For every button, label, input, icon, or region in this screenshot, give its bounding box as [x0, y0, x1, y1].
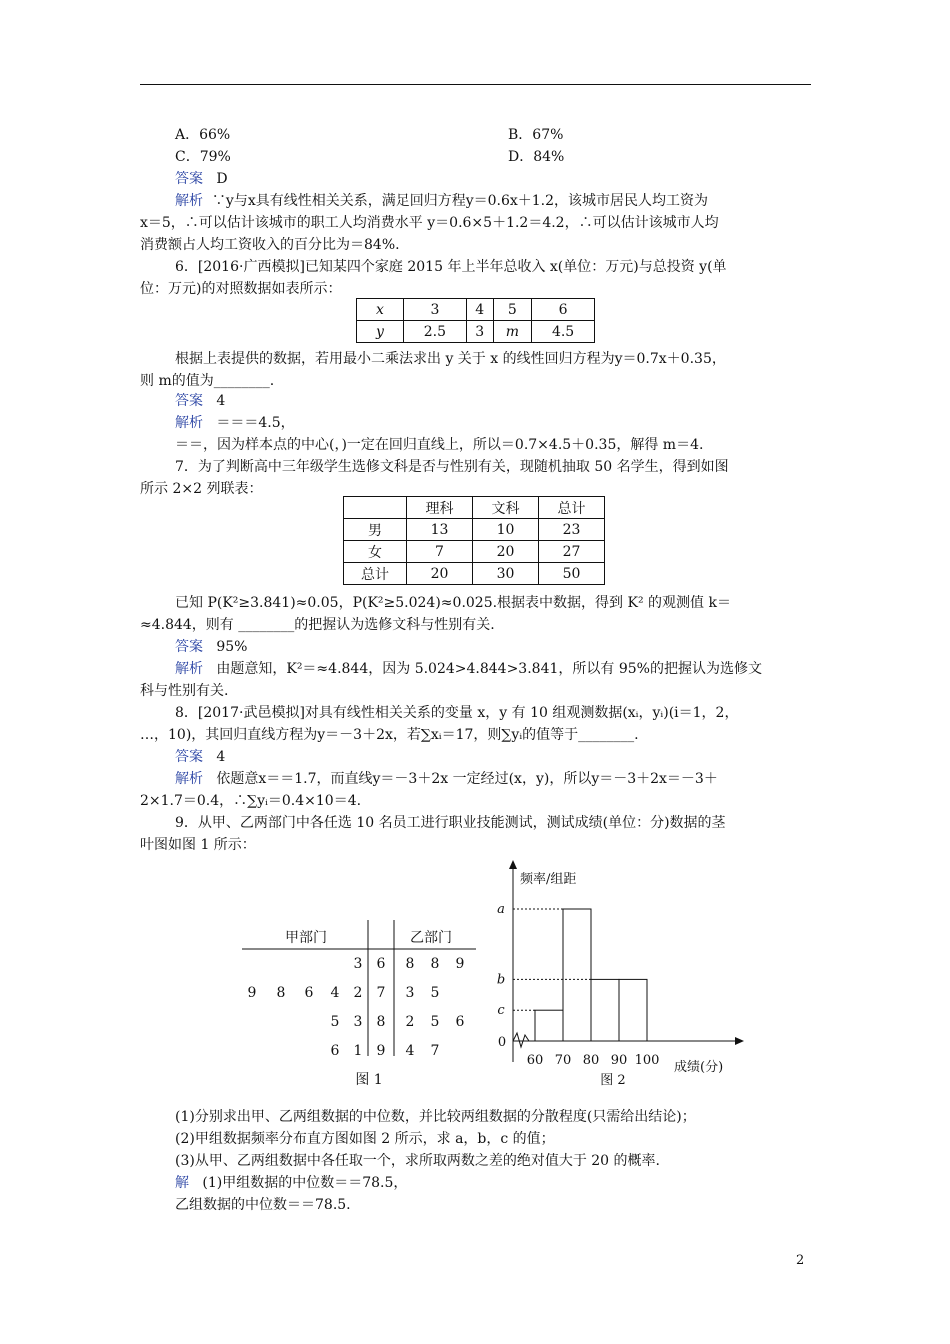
table-cell: 23: [539, 519, 605, 541]
table-cell: 4: [466, 299, 493, 321]
table-cell: 10: [473, 519, 539, 541]
analysis-text: x＝5，∴可以估计该城市的职工人均消费水平 y＝0.6×5＋1.2＝4.2，∴可以估计该城市人均: [140, 215, 719, 231]
histogram-figure: [488, 852, 750, 1092]
leaf-right: 3: [405, 985, 415, 1001]
option-b: B．67%: [508, 127, 564, 143]
figure-1-caption: 图 1: [355, 1072, 383, 1088]
question-stem: 所示 2×2 列联表：: [140, 481, 263, 497]
leaf-left: 6: [330, 1043, 340, 1059]
table-cell: 20: [473, 541, 539, 563]
table-cell: x: [357, 299, 404, 321]
leaf-left: 5: [330, 1014, 340, 1030]
y-tick-label: a: [497, 902, 505, 917]
question-stem: 位：万元)的对照数据如表所示：: [140, 281, 342, 297]
table-row: [357, 321, 595, 343]
answer-line: [175, 746, 225, 766]
analysis-line: [175, 768, 718, 788]
table-cell: 6: [532, 299, 595, 321]
table-cell: 总计: [344, 563, 407, 585]
table-cell: [344, 497, 407, 519]
leaf-left: 4: [330, 985, 340, 1001]
leaf-left: 8: [276, 985, 286, 1001]
option-c: C．79%: [175, 149, 231, 165]
table-cell: 理科: [407, 497, 473, 519]
solution-text: (1)甲组数据的中位数＝＝78.5，: [202, 1175, 408, 1191]
y-tick-label: b: [496, 972, 506, 988]
answer-label: 答案: [175, 749, 203, 765]
analysis-label: 解析: [175, 193, 203, 209]
contingency-table: [343, 496, 605, 585]
stem-leaf-figure: [236, 852, 486, 1092]
table-cell: 男: [344, 519, 407, 541]
table-cell: y: [357, 321, 404, 343]
leaf-left: 9: [247, 985, 257, 1001]
figure-2-caption: 图 2: [600, 1073, 626, 1088]
question-text: ≈4.844，则有 ________的把握认为选修文科与性别有关.: [140, 617, 495, 633]
answer-label: 答案: [175, 639, 203, 655]
table-cell: 3: [466, 321, 493, 343]
question-stem: 8．[2017·武邑模拟]对具有线性相关关系的变量 x，y 有 10 组观测数据(xᵢ，yᵢ)(i＝1，2，: [175, 705, 739, 721]
table-row: [344, 563, 605, 585]
solution-line: [175, 1172, 407, 1192]
analysis-text: ＝＝＝4.5，: [216, 415, 295, 431]
table-cell: 3: [404, 299, 467, 321]
leaf-right: 7: [430, 1043, 440, 1059]
leaf-right: 8: [405, 956, 415, 972]
stem-value: 8: [376, 1014, 386, 1030]
question-stem: 9．从甲、乙两部门中各任选 10 名员工进行职业技能测试，测试成绩(单位：分)数据的茎: [175, 815, 726, 831]
table-cell: 50: [539, 563, 605, 585]
stem-value: 6: [376, 956, 386, 972]
solution-label: 解: [175, 1175, 189, 1191]
table-cell: 总计: [539, 497, 605, 519]
analysis-text: ＝＝，因为样本点的中心(，)一定在回归直线上，所以＝0.7×4.5＋0.35，解得 m＝4.: [175, 437, 704, 453]
table-cell: 5: [493, 299, 532, 321]
solution-text: 乙组数据的中位数＝＝78.5.: [175, 1197, 351, 1213]
table-row: [344, 497, 605, 519]
question-text: 则 m的值为________.: [140, 373, 275, 389]
answer-line: [175, 390, 225, 410]
question-stem: 6．[2016·广西模拟]已知某四个家庭 2015 年上半年总收入 x(单位：万元)与总投资 y(单: [175, 259, 727, 275]
answer-label: 答案: [175, 171, 203, 187]
table-cell: 27: [539, 541, 605, 563]
question-text: 已知 P(K²≥3.841)≈0.05，P(K²≥5.024)≈0.025.根据表中数据，得到 K² 的观测值 k＝: [175, 595, 731, 611]
analysis-text: 2×1.7＝0.4，∴∑yᵢ＝0.4×10＝4.: [140, 793, 362, 809]
analysis-label: 解析: [175, 771, 203, 787]
analysis-line: [175, 658, 762, 678]
sub-question-2: (2)甲组数据频率分布直方图如图 2 所示，求 a，b，c 的值；: [175, 1131, 555, 1147]
table-row: [357, 299, 595, 321]
table-cell: m: [493, 321, 532, 343]
x-tick-label: 80: [582, 1053, 600, 1068]
x-tick-label: 60: [526, 1053, 544, 1068]
table-cell: 7: [407, 541, 473, 563]
y-tick-label: c: [497, 1003, 505, 1019]
answer-line: [175, 636, 247, 656]
leaf-left: 2: [353, 985, 363, 1001]
sub-question-3: (3)从甲、乙两组数据中各任取一个，求所取两数之差的绝对值大于 20 的概率.: [175, 1153, 660, 1169]
analysis-label: 解析: [175, 415, 203, 431]
table-cell: 女: [344, 541, 407, 563]
axis-break: [513, 1033, 529, 1047]
stem-value: 9: [376, 1043, 386, 1059]
leaf-right: 5: [430, 985, 440, 1001]
table-cell: 4.5: [532, 321, 595, 343]
leaf-right: 9: [455, 956, 465, 972]
answer-value: 4: [216, 393, 226, 409]
analysis-line: [175, 190, 708, 210]
option-d: D．84%: [508, 149, 565, 165]
leaf-right: 5: [430, 1014, 440, 1030]
question-stem: …，10)，其回归直线方程为y＝－3＋2x，若∑xᵢ＝17，则∑yᵢ的值等于________.: [140, 727, 639, 743]
leaf-left: 3: [353, 956, 363, 972]
answer-value: 95%: [216, 639, 248, 655]
question-stem: 叶图如图 1 所示：: [140, 837, 256, 853]
answer-value: D: [216, 171, 228, 187]
leaf-left: 6: [304, 985, 314, 1001]
xy-table: [356, 298, 595, 343]
leaf-right: 4: [405, 1043, 415, 1059]
x-axis-label: 成绩(分): [674, 1060, 724, 1075]
sub-question-1: (1)分别求出甲、乙两组数据的中位数，并比较两组数据的分散程度(只需给出结论)；: [175, 1109, 696, 1125]
table-cell: 2.5: [404, 321, 467, 343]
analysis-label: 解析: [175, 661, 203, 677]
analysis-text: ∵y与x具有线性相关关系，满足回归方程y＝0.6x＋1.2，该城市居民人均工资为: [211, 193, 709, 209]
table-cell: 20: [407, 563, 473, 585]
right-title: 乙部门: [410, 930, 452, 946]
analysis-text: 由题意知，K²＝≈4.844，因为 5.024>4.844>3.841，所以有 95%的把握认为选修文: [216, 661, 762, 677]
question-text: 根据上表提供的数据，若用最小二乘法求出 y 关于 x 的线性回归方程为y＝0.7x＋0.35，: [175, 351, 726, 367]
leaf-right: 2: [405, 1014, 415, 1030]
analysis-line: [175, 412, 295, 432]
table-row: [344, 519, 605, 541]
option-a: A．66%: [175, 127, 231, 143]
analysis-text: 消费额占人均工资收入的百分比为＝84%.: [140, 237, 400, 253]
leaf-left: 3: [353, 1014, 363, 1030]
leaf-right: 6: [455, 1014, 465, 1030]
analysis-text: 科与性别有关.: [140, 683, 229, 699]
x-axis-arrow: [735, 1037, 744, 1045]
x-tick-label: 100: [634, 1053, 660, 1068]
header-rule: [140, 84, 811, 85]
histogram-bar: [591, 979, 619, 1041]
histogram-bar: [563, 909, 591, 1041]
table-cell: 文科: [473, 497, 539, 519]
histogram-bar: [535, 1010, 563, 1041]
analysis-text: 依题意x＝＝1.7，而直线y＝－3＋2x 一定经过(x，y)，所以y＝－3＋2x＝－3＋: [216, 771, 718, 787]
page-number: 2: [796, 1253, 805, 1268]
y-axis-arrow: [509, 860, 517, 869]
leaf-left: 1: [353, 1043, 363, 1059]
x-tick-label: 70: [554, 1053, 572, 1068]
table-row: [344, 541, 605, 563]
answer-line: [175, 168, 228, 188]
histogram-bar: [619, 979, 647, 1041]
table-cell: 13: [407, 519, 473, 541]
y-axis-label: 频率/组距: [520, 872, 577, 887]
left-title: 甲部门: [285, 930, 327, 946]
origin-label: 0: [497, 1035, 507, 1050]
stem-value: 7: [376, 985, 386, 1001]
question-stem: 7．为了判断高中三年级学生选修文科是否与性别有关，现随机抽取 50 名学生，得到如图: [175, 459, 729, 475]
x-tick-label: 90: [610, 1053, 628, 1068]
leaf-right: 8: [430, 956, 440, 972]
answer-label: 答案: [175, 393, 203, 409]
answer-value: 4: [216, 749, 226, 765]
table-cell: 30: [473, 563, 539, 585]
